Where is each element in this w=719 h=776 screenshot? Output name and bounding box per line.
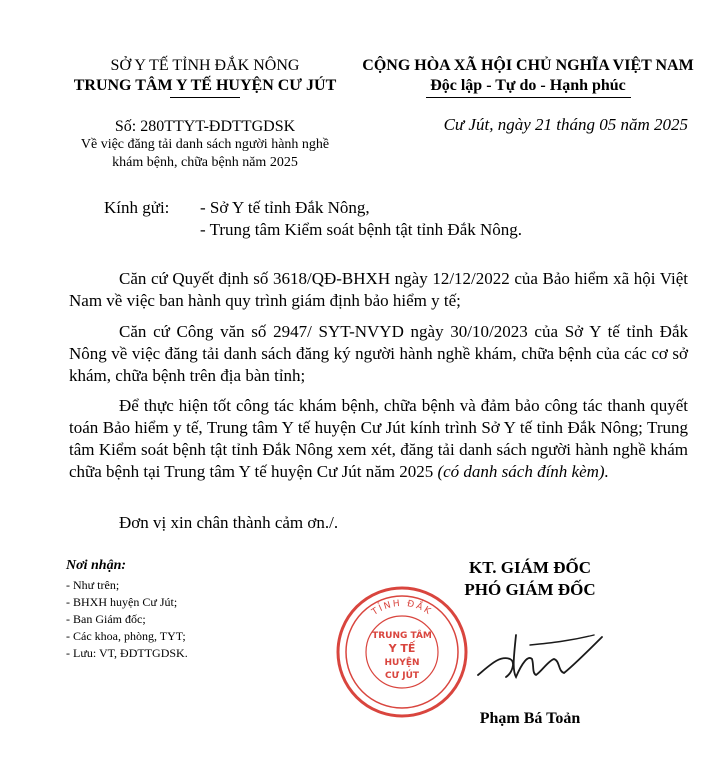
parent-agency: SỞ Y TẾ TỈNH ĐẮK NÔNG	[110, 57, 300, 74]
national-motto: Độc lập - Tự do - Hạnh phúc	[430, 77, 626, 94]
seal-center-line-1: TRUNG TÂM	[372, 631, 432, 641]
recipient-item: - Sở Y tế tỉnh Đắk Nông,	[200, 198, 370, 217]
handwritten-signature	[470, 615, 610, 695]
seal-center-line-2: Y TẾ	[388, 642, 416, 655]
motto-underline	[426, 97, 631, 98]
paragraph-text: Căn cứ Quyết định số 3618/QĐ-BHXH ngày 12/12/2022 của Bảo hiểm xã hội Việt Nam về việc ban hành quy trình giám định bảo hiểm y tế;	[69, 269, 688, 310]
closing-paragraph	[69, 512, 688, 534]
body-paragraph-3	[69, 395, 688, 483]
seal-center-line-4: CƯ JÚT	[384, 671, 420, 681]
document-subject	[40, 136, 370, 172]
body-paragraph-2	[69, 321, 688, 387]
distribution-item: - Như trên;	[66, 578, 120, 592]
signatory-title-1: KT. GIÁM ĐỐC	[469, 558, 591, 577]
attachment-note: (có danh sách đính kèm).	[437, 462, 609, 481]
issuing-agency-block	[40, 56, 370, 98]
signatory-title-2: PHÓ GIÁM ĐỐC	[464, 580, 596, 599]
national-title: CỘNG HÒA XÃ HỘI CHỦ NGHĨA VIỆT NAM	[362, 57, 694, 74]
official-seal-stamp	[334, 584, 470, 720]
subject-line-2: khám bệnh, chữa bệnh năm 2025	[112, 155, 298, 170]
distribution-item: - Ban Giám đốc;	[66, 612, 146, 626]
issuing-agency: TRUNG TÂM Y TẾ HUYỆN CƯ JÚT	[73, 77, 337, 94]
paragraph-text: Để thực hiện tốt công tác khám bệnh, chữa bệnh và đảm bảo công tác thanh quyết toán Bảo hiểm y tế, Trung tâm Y tế huyện Cư Jút kính trình Sở Y tế tỉnh Đắk Nông; Trung tâm Kiểm soát bệnh tật tỉnh Đắk Nông xem xét, đăng tải danh sách người hành nghề khám chữa bệnh tại Trung tâm Y tế huyện Cư Jút năm 2025	[69, 396, 688, 481]
distribution-title: Nơi nhận:	[66, 558, 127, 573]
subject-line-1: Về việc đăng tải danh sách người hành nghề	[80, 137, 330, 152]
distribution-item: - Lưu: VT, ĐDTTGDSK.	[66, 646, 188, 660]
body-paragraph-1	[69, 268, 688, 312]
seal-ring-text: TỈNH ĐẮK	[370, 598, 434, 618]
document-date: Cư Jút, ngày 21 tháng 05 năm 2025	[443, 115, 688, 134]
recipient-item: - Trung tâm Kiểm soát bệnh tật tỉnh Đắk Nông.	[200, 220, 523, 239]
distribution-list	[66, 577, 188, 662]
paragraph-text: Căn cứ Công văn số 2947/ SYT-NVYD ngày 30/10/2023 của Sở Y tế tỉnh Đắk Nông về việc đăng tải danh sách đăng ký người hành nghề khám, chữa bệnh của các cơ sở khám, chữa bệnh trên địa bàn tỉnh;	[69, 322, 688, 385]
recipients-label: Kính gửi:	[104, 198, 170, 217]
agency-underline	[170, 97, 240, 98]
distribution-item: - Các khoa, phòng, TYT;	[66, 629, 186, 643]
closing-text: Đơn vị xin chân thành cảm ơn./.	[119, 513, 339, 532]
national-header-block	[348, 56, 708, 98]
distribution-item: - BHXH huyện Cư Jút;	[66, 595, 178, 609]
signer-name: Phạm Bá Toản	[479, 710, 581, 727]
document-number: Số: 280TTYT-ĐDTTGDSK	[114, 118, 296, 135]
seal-center-line-3: HUYỆN	[384, 658, 420, 668]
